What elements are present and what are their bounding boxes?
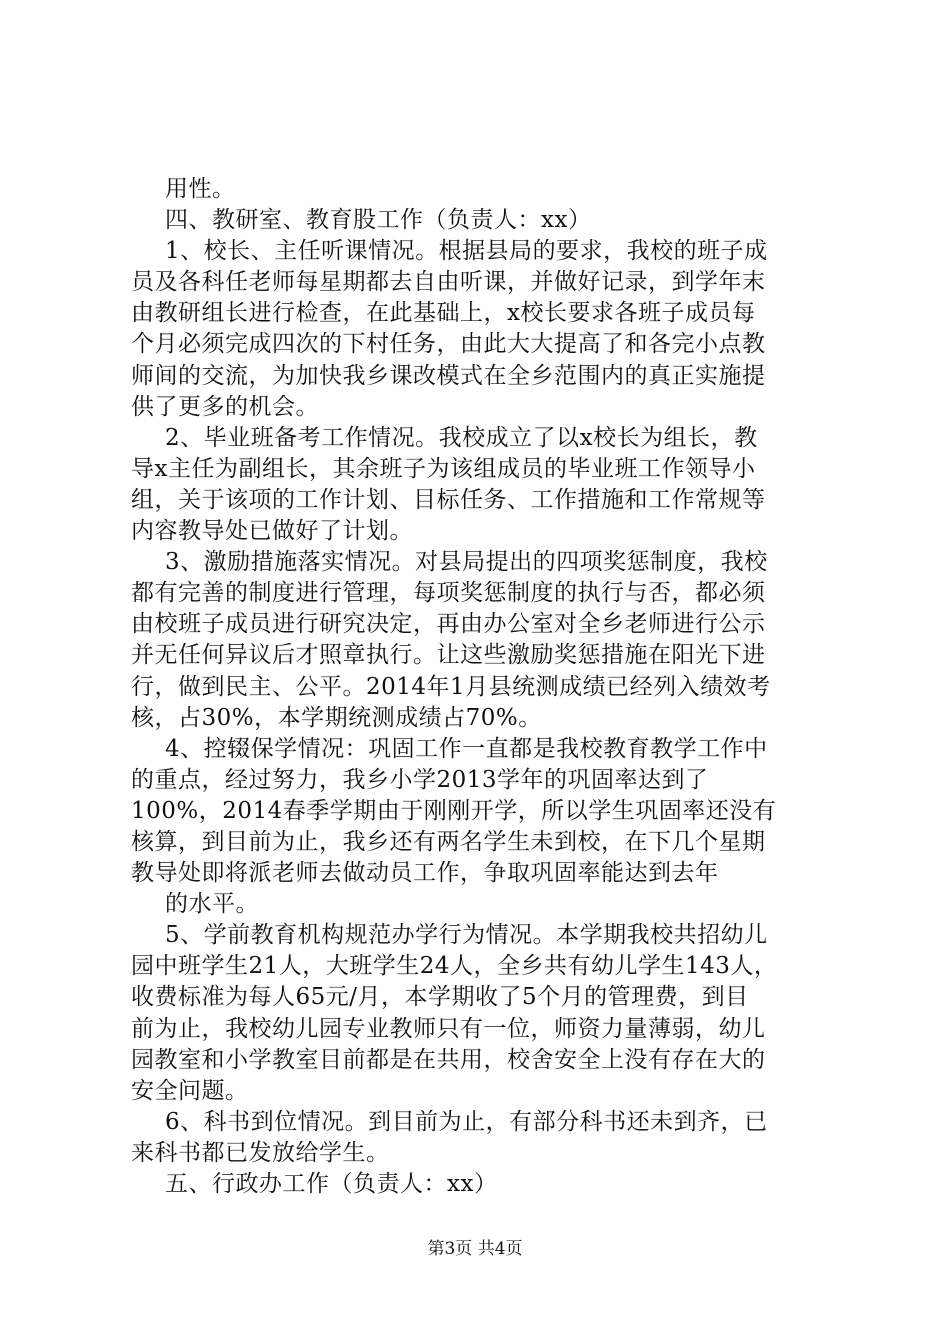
text-line: 由校班子成员进行研究决定，再由办公室对全乡老师进行公示 bbox=[131, 611, 766, 638]
text-line: 用性。 bbox=[165, 176, 236, 202]
text-line: 组，关于该项的工作计划、目标任务、工作措施和工作常规等 bbox=[131, 486, 766, 513]
text-line: 园中班学生21人，大班学生24人，全乡共有幼儿学生143人， bbox=[131, 953, 778, 980]
text-line: 安全问题。 bbox=[131, 1077, 249, 1104]
text-line: 核，占30%，本学期统测成绩占70%。 bbox=[131, 704, 542, 731]
text-line: 供了更多的机会。 bbox=[131, 393, 319, 420]
text-line: 导x主任为副组长，其余班子为该组成员的毕业班工作领导小 bbox=[131, 455, 756, 482]
text-line: 个月必须完成四次的下村任务，由此大大提高了和各完小点教 bbox=[131, 331, 766, 358]
text-line: 5、学前教育机构规范办学行为情况。本学期我校共招幼儿 bbox=[165, 922, 768, 949]
text-line: 前为止，我校幼儿园专业教师只有一位，师资力量薄弱，幼儿 bbox=[131, 1015, 766, 1042]
text-line: 1、校长、主任听课情况。根据县局的要求，我校的班子成 bbox=[165, 238, 768, 265]
text-line: 的重点，经过努力，我乡小学2013学年的巩固率达到了 bbox=[131, 766, 709, 793]
text-line: 4、控辍保学情况：巩固工作一直都是我校教育教学工作中 bbox=[165, 735, 768, 762]
text-line: 收费标准为每人65元/月，本学期收了5个月的管理费，到目 bbox=[131, 984, 749, 1011]
text-line: 园教室和小学教室目前都是在共用，校舍安全上没有存在大的 bbox=[131, 1046, 766, 1073]
text-line: 员及各科任老师每星期都去自由听课，并做好记录，到学年末 bbox=[131, 269, 766, 296]
text-line: 五、行政办工作（负责人：xx） bbox=[165, 1171, 498, 1197]
text-line: 来科书都已发放给学生。 bbox=[131, 1139, 390, 1166]
text-line: 都有完善的制度进行管理，每项奖惩制度的执行与否，都必须 bbox=[131, 580, 766, 607]
text-line: 师间的交流，为加快我乡课改模式在全乡范围内的真正实施提 bbox=[131, 362, 766, 389]
text-line: 100%，2014春季学期由于刚刚开学，所以学生巩固率还没有 bbox=[131, 797, 777, 824]
text-line: 由教研组长进行检查，在此基础上，x校长要求各班子成员每 bbox=[131, 300, 756, 327]
document-body bbox=[131, 174, 831, 1200]
text-line: 内容教导处已做好了计划。 bbox=[131, 518, 413, 545]
text-line: 6、科书到位情况。到目前为止，有部分科书还未到齐，已 bbox=[165, 1108, 768, 1135]
text-line: 2、毕业班备考工作情况。我校成立了以x校长为组长，教 bbox=[165, 424, 758, 451]
text-line: 并无任何异议后才照章执行。让这些激励奖惩措施在阳光下进 bbox=[131, 642, 766, 669]
text-line: 3、激励措施落实情况。对县局提出的四项奖惩制度，我校 bbox=[165, 549, 768, 576]
text-line: 核算，到目前为止，我乡还有两名学生未到校，在下几个星期 bbox=[131, 828, 766, 855]
text-line: 教导处即将派老师去做动员工作，争取巩固率能达到去年 bbox=[131, 860, 719, 887]
page-footer: 第3页 共4页 bbox=[427, 1239, 523, 1259]
text-line: 四、教研室、教育股工作（负责人：xx） bbox=[165, 207, 592, 234]
text-line: 行，做到民主、公平。2014年1月县统测成绩已经列入绩效考 bbox=[131, 673, 771, 700]
text-line: 的水平。 bbox=[165, 891, 259, 918]
